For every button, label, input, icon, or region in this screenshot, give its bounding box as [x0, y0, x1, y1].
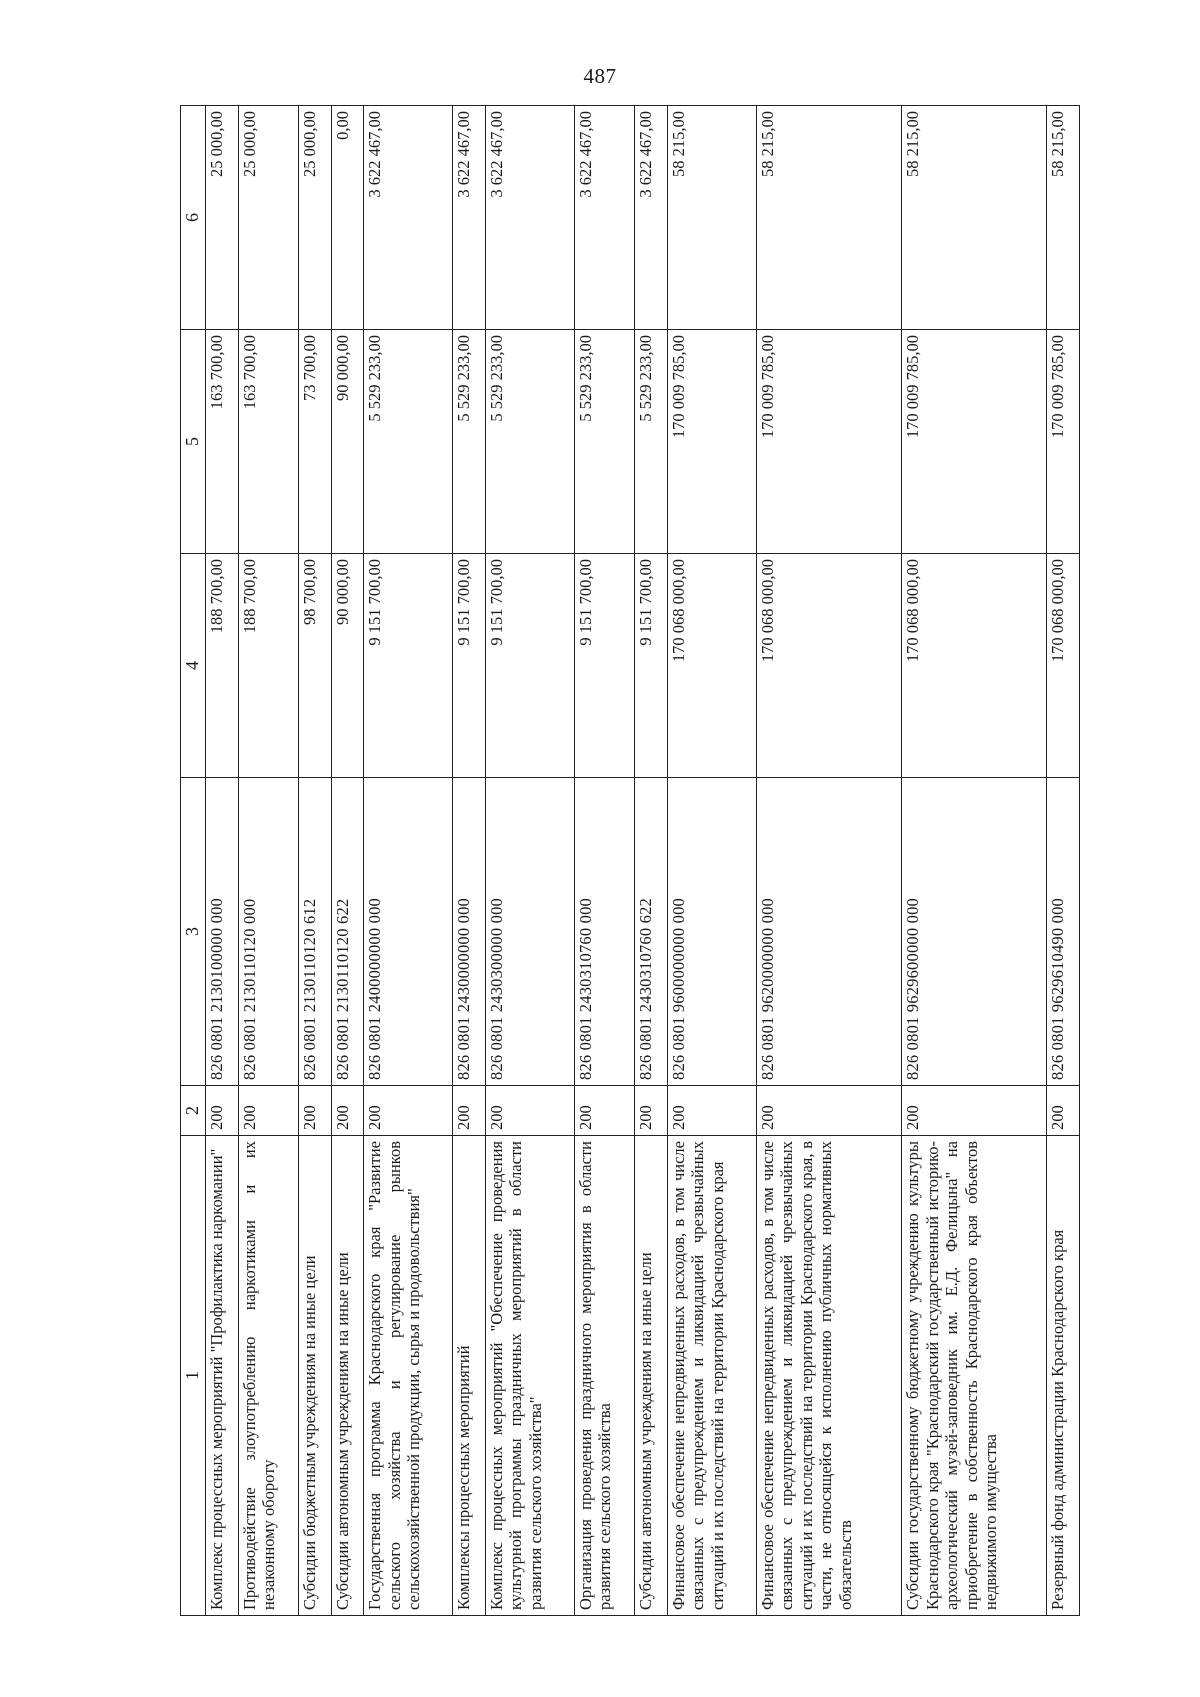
- row-amount-col5: 170 009 785,00: [756, 330, 901, 554]
- column-header-1: 1: [181, 1136, 206, 1616]
- row-amount-col6: 3 622 467,00: [485, 106, 574, 330]
- row-amount-col6: 3 622 467,00: [364, 106, 453, 330]
- row-code-section: 200: [756, 1086, 901, 1136]
- budget-table: [180, 105, 1080, 1616]
- row-code-section: 200: [206, 1086, 239, 1136]
- table-row: [299, 106, 332, 1616]
- table-row: [756, 106, 901, 1616]
- row-description: Финансовое обеспечение непредвиденных расходов, в том числе связанных с предупреждением и ликвидацией чрезвычайных ситуаций и их последствий на территории Краснодарского края, в части, не относящейся к исполнению публичных нормативных обязательств: [756, 1136, 901, 1616]
- row-description: Противодействие злоупотреблению наркотиками и их незаконному обороту: [238, 1136, 299, 1616]
- row-description: Комплексы процессных мероприятий: [453, 1136, 486, 1616]
- row-description: Субсидии автономным учреждениям на иные цели: [331, 1136, 364, 1616]
- page-number: 487: [583, 64, 617, 88]
- row-amount-col4: 9 151 700,00: [453, 554, 486, 778]
- row-amount-col5: 73 700,00: [299, 330, 332, 554]
- row-classification-code: 826 0801 9620000000 000: [756, 778, 901, 1086]
- row-classification-code: 826 0801 2430000000 000: [453, 778, 486, 1086]
- row-code-section: 200: [453, 1086, 486, 1136]
- row-amount-col6: 58 215,00: [1047, 106, 1080, 330]
- row-description: Государственная программа Краснодарского края "Развитие сельского хозяйства и регулирование рынков сельскохозяйственной продукции, сырья и продовольствия": [364, 1136, 453, 1616]
- row-code-section: 200: [667, 1086, 756, 1136]
- row-description: Субсидии автономным учреждениям на иные цели: [635, 1136, 668, 1616]
- column-header-5: 5: [181, 330, 206, 554]
- row-amount-col5: 90 000,00: [331, 330, 364, 554]
- row-amount-col4: 170 068 000,00: [756, 554, 901, 778]
- table-row: [331, 106, 364, 1616]
- row-classification-code: 826 0801 9629610490 000: [1047, 778, 1080, 1086]
- table-row: [206, 106, 239, 1616]
- row-classification-code: 826 0801 2130110120 000: [238, 778, 299, 1086]
- table-row: [574, 106, 635, 1616]
- row-code-section: 200: [331, 1086, 364, 1136]
- row-amount-col6: 58 215,00: [902, 106, 1047, 330]
- row-amount-col4: 170 068 000,00: [667, 554, 756, 778]
- table-row: [635, 106, 668, 1616]
- row-amount-col6: 0,00: [331, 106, 364, 330]
- table-body: [206, 106, 1080, 1616]
- row-code-section: 200: [364, 1086, 453, 1136]
- row-description: Организация проведения праздничного мероприятия в области развития сельского хозяйства: [574, 1136, 635, 1616]
- row-amount-col6: 58 215,00: [667, 106, 756, 330]
- row-amount-col5: 5 529 233,00: [635, 330, 668, 554]
- row-description: Субсидии бюджетным учреждениям на иные цели: [299, 1136, 332, 1616]
- row-code-section: 200: [238, 1086, 299, 1136]
- row-amount-col6: 58 215,00: [756, 106, 901, 330]
- row-amount-col5: 5 529 233,00: [453, 330, 486, 554]
- row-amount-col4: 9 151 700,00: [635, 554, 668, 778]
- row-amount-col5: 170 009 785,00: [667, 330, 756, 554]
- row-classification-code: 826 0801 2430300000 000: [485, 778, 574, 1086]
- row-amount-col4: 98 700,00: [299, 554, 332, 778]
- row-amount-col5: 170 009 785,00: [902, 330, 1047, 554]
- row-description: Комплекс процессных мероприятий "Профилактика наркомании": [206, 1136, 239, 1616]
- row-amount-col6: 25 000,00: [238, 106, 299, 330]
- row-amount-col4: 188 700,00: [238, 554, 299, 778]
- row-code-section: 200: [902, 1086, 1047, 1136]
- row-classification-code: 826 0801 2400000000 000: [364, 778, 453, 1086]
- table-row: [902, 106, 1047, 1616]
- table-row: [1047, 106, 1080, 1616]
- row-classification-code: 826 0801 2130100000 000: [206, 778, 239, 1086]
- row-classification-code: 826 0801 2430310760 000: [574, 778, 635, 1086]
- row-amount-col4: 170 068 000,00: [1047, 554, 1080, 778]
- table-row: [238, 106, 299, 1616]
- row-code-section: 200: [635, 1086, 668, 1136]
- table-row: [364, 106, 453, 1616]
- row-classification-code: 826 0801 2130110120 622: [331, 778, 364, 1086]
- row-description: Финансовое обеспечение непредвиденных расходов, в том числе связанных с предупреждением и ликвидацией чрезвычайных ситуаций и их последствий на территории Краснодарского края: [667, 1136, 756, 1616]
- row-amount-col5: 5 529 233,00: [574, 330, 635, 554]
- table-row: [667, 106, 756, 1616]
- column-header-4: 4: [181, 554, 206, 778]
- row-amount-col5: 163 700,00: [206, 330, 239, 554]
- column-header-6: 6: [181, 106, 206, 330]
- row-code-section: 200: [299, 1086, 332, 1136]
- header-row: [181, 106, 206, 1616]
- row-classification-code: 826 0801 2130110120 612: [299, 778, 332, 1086]
- row-code-section: 200: [485, 1086, 574, 1136]
- row-amount-col5: 5 529 233,00: [364, 330, 453, 554]
- row-amount-col5: 163 700,00: [238, 330, 299, 554]
- row-classification-code: 826 0801 9600000000 000: [667, 778, 756, 1086]
- row-amount-col6: 3 622 467,00: [574, 106, 635, 330]
- row-amount-col6: 25 000,00: [299, 106, 332, 330]
- row-amount-col4: 9 151 700,00: [485, 554, 574, 778]
- row-description: Комплекс процессных мероприятий "Обеспечение проведения культурной программы праздничных мероприятий в области развития сельского хозяйства": [485, 1136, 574, 1616]
- row-amount-col4: 9 151 700,00: [574, 554, 635, 778]
- column-header-3: 3: [181, 778, 206, 1086]
- row-classification-code: 826 0801 9629600000 000: [902, 778, 1047, 1086]
- table-row: [453, 106, 486, 1616]
- row-amount-col5: 170 009 785,00: [1047, 330, 1080, 554]
- row-amount-col6: 3 622 467,00: [453, 106, 486, 330]
- row-description: Резервный фонд администрации Краснодарского края: [1047, 1136, 1080, 1616]
- row-amount-col6: 25 000,00: [206, 106, 239, 330]
- row-classification-code: 826 0801 2430310760 622: [635, 778, 668, 1086]
- table-row: [485, 106, 574, 1616]
- row-amount-col6: 3 622 467,00: [635, 106, 668, 330]
- row-code-section: 200: [574, 1086, 635, 1136]
- row-amount-col5: 5 529 233,00: [485, 330, 574, 554]
- row-amount-col4: 188 700,00: [206, 554, 239, 778]
- row-description: Субсидии государственному бюджетному учреждению культуры Краснодарского края "Краснодарский государственный историко-археологический музей-заповедник им. Е.Д. Фелицына" на приобретение в собственность Краснодарского края объектов недвижимого имущества: [902, 1136, 1047, 1616]
- row-amount-col4: 90 000,00: [331, 554, 364, 778]
- row-code-section: 200: [1047, 1086, 1080, 1136]
- column-header-2: 2: [181, 1086, 206, 1136]
- row-amount-col4: 9 151 700,00: [364, 554, 453, 778]
- budget-table-container: [180, 106, 1080, 1616]
- row-amount-col4: 170 068 000,00: [902, 554, 1047, 778]
